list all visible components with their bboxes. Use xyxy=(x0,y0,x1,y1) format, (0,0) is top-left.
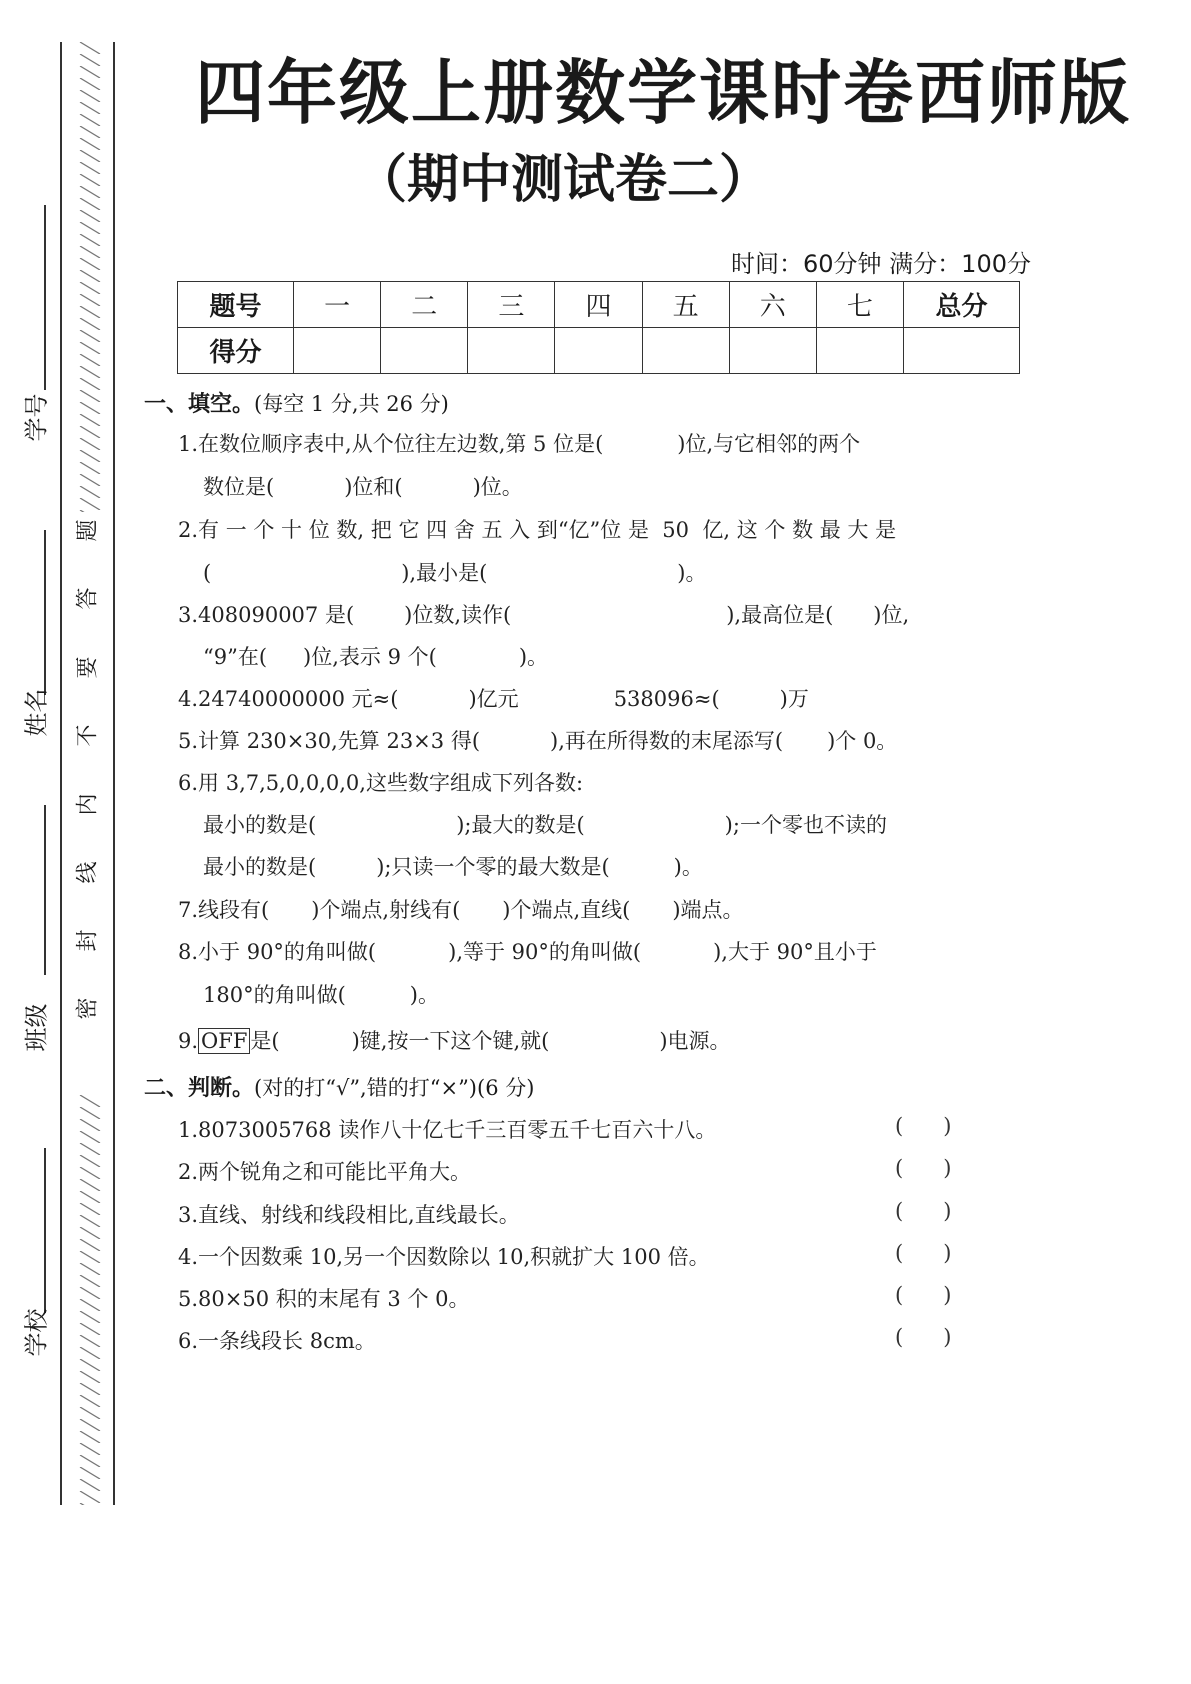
question-6-line-2: 最小的数是( );最大的数是( );一个零也不读的 xyxy=(203,813,887,837)
exam-meta: 时间：60分钟 满分：100分 xyxy=(731,250,1031,278)
section-1-title: 一、填空。 xyxy=(144,392,255,417)
question-6-line-3: 最小的数是( );只读一个零的最大数是( )。 xyxy=(203,855,703,879)
question-6-line-1: 6.用 3,7,5,0,0,0,0,这些数字组成下列各数: xyxy=(178,771,584,795)
score-cell[interactable] xyxy=(729,328,816,374)
seal-char: 不 xyxy=(75,724,101,747)
score-cell[interactable] xyxy=(294,328,381,374)
col-header: 四 xyxy=(555,282,642,328)
score-cell[interactable] xyxy=(555,328,642,374)
judge-item-4: 4.一个因数乘 10,另一个因数除以 10,积就扩大 100 倍。 xyxy=(178,1245,710,1269)
question-2-line-1: 2.有 一 个 十 位 数, 把 它 四 舍 五 入 到“亿”位 是 50 亿, 这 个 数 最 大 是 xyxy=(178,518,897,542)
seal-char: 要 xyxy=(75,656,101,679)
hatch-bottom xyxy=(78,1095,104,1505)
judge-answer-1[interactable]: ( ) xyxy=(895,1114,952,1138)
question-4: 4.24740000000 元≈( )亿元 538096≈( )万 xyxy=(178,687,809,711)
label-student-id: 学号 xyxy=(22,393,51,442)
off-key-icon: OFF xyxy=(198,1028,250,1054)
binding-margin xyxy=(0,0,130,1684)
margin-border-left xyxy=(60,42,62,1505)
score-cell[interactable] xyxy=(816,328,903,374)
judge-answer-5[interactable]: ( ) xyxy=(895,1283,952,1307)
question-8-line-1: 8.小于 90°的角叫做( ),等于 90°的角叫做( ),大于 90°且小于 xyxy=(178,940,877,964)
sign-line-class xyxy=(44,805,46,975)
question-9: 9. OFF 是( )键,按一下这个键,就( )电源。 xyxy=(178,1029,731,1053)
judge-item-1: 1.8073005768 读作八十亿七千三百零五千七百六十八。 xyxy=(178,1118,717,1142)
sign-line-school xyxy=(44,1148,46,1313)
page-title: 四年级上册数学课时卷西师版 xyxy=(195,52,1131,134)
col-header: 二 xyxy=(381,282,468,328)
score-cell[interactable] xyxy=(642,328,729,374)
section-2-heading xyxy=(144,1071,534,1102)
margin-border-right xyxy=(113,42,115,1505)
question-3-line-2: “9”在( )位,表示 9 个( )。 xyxy=(203,645,549,669)
seal-char: 内 xyxy=(75,793,101,816)
judge-item-6: 6.一条线段长 8cm。 xyxy=(178,1329,376,1353)
judge-item-2: 2.两个锐角之和可能比平角大。 xyxy=(178,1160,472,1184)
sign-line-student-id xyxy=(44,205,46,390)
section-1-heading xyxy=(144,387,449,418)
question-3-line-1: 3.408090007 是( )位数,读作( ),最高位是( )位, xyxy=(178,603,910,627)
label-class: 班级 xyxy=(22,1003,51,1052)
question-1-line-1: 1.在数位顺序表中,从个位往左边数,第 5 位是( )位,与它相邻的两个 xyxy=(178,432,861,456)
col-header: 五 xyxy=(642,282,729,328)
question-7: 7.线段有( )个端点,射线有( )个端点,直线( )端点。 xyxy=(178,898,744,922)
label-school: 学校 xyxy=(22,1308,51,1357)
col-header: 三 xyxy=(468,282,555,328)
judge-answer-2[interactable]: ( ) xyxy=(895,1156,952,1180)
judge-item-5: 5.80×50 积的末尾有 3 个 0。 xyxy=(178,1287,470,1311)
col-header: 六 xyxy=(729,282,816,328)
seal-char: 密 xyxy=(75,997,101,1020)
judge-answer-3[interactable]: ( ) xyxy=(895,1199,952,1223)
score-table-header-row xyxy=(178,282,1020,328)
sign-line-name xyxy=(44,530,46,695)
score-cell[interactable] xyxy=(468,328,555,374)
section-2-note: (对的打“√”,错的打“×”)(6 分) xyxy=(254,1076,535,1100)
question-1-line-2: 数位是( )位和( )位。 xyxy=(203,475,523,499)
score-table-score-row xyxy=(178,328,1020,374)
section-2-title: 二、判断。 xyxy=(144,1076,255,1101)
seal-char: 封 xyxy=(75,929,101,952)
row-header-score: 得分 xyxy=(178,328,294,374)
question-5: 5.计算 230×30,先算 23×3 得( ),再在所得数的末尾添写( )个 0。 xyxy=(178,729,898,753)
page-subtitle: （期中测试卷二） xyxy=(355,150,772,210)
col-header: 一 xyxy=(294,282,381,328)
score-cell-total[interactable] xyxy=(904,328,1020,374)
judge-answer-4[interactable]: ( ) xyxy=(895,1241,952,1265)
seal-char: 答 xyxy=(75,587,101,610)
seal-char: 题 xyxy=(75,519,101,542)
section-1-note: (每空 1 分,共 26 分) xyxy=(254,392,449,416)
label-name: 姓名 xyxy=(22,688,51,737)
col-header-total: 总分 xyxy=(904,282,1020,328)
score-table xyxy=(177,281,1020,374)
col-header: 七 xyxy=(816,282,903,328)
judge-item-3: 3.直线、射线和线段相比,直线最长。 xyxy=(178,1203,520,1227)
score-cell[interactable] xyxy=(381,328,468,374)
row-header-question-no: 题号 xyxy=(178,282,294,328)
judge-answer-6[interactable]: ( ) xyxy=(895,1325,952,1349)
question-8-line-2: 180°的角叫做( )。 xyxy=(203,983,439,1007)
question-2-line-2: ( ),最小是( )。 xyxy=(203,561,707,585)
seal-char: 线 xyxy=(75,861,101,884)
